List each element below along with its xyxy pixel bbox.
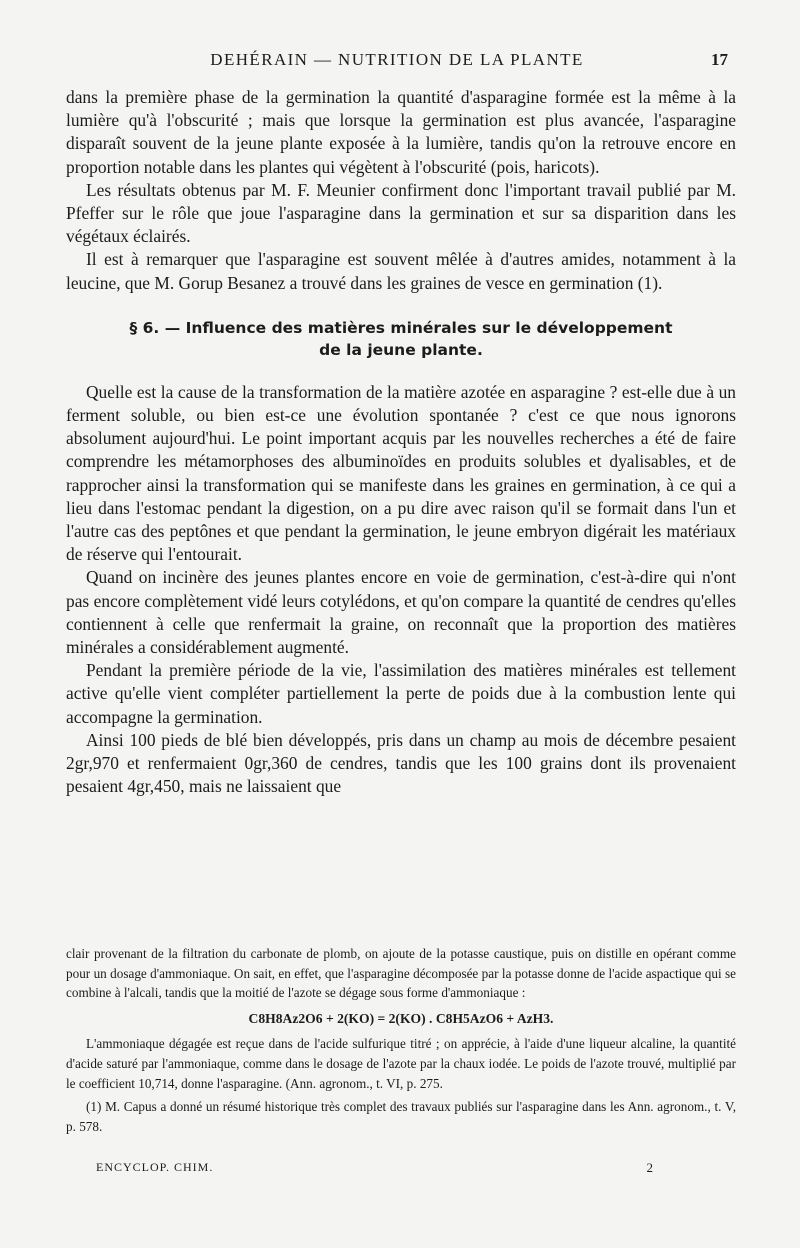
- footer-label: ENCYCLOP. CHIM.: [96, 1160, 214, 1174]
- paragraph: Les résultats obtenus par M. F. Meunier confirment donc l'important travail publié par M. Pfeffer sur le rôle que joue l'asparagine dans la germination et sur sa disparition dans les végétaux éclairés.: [66, 179, 736, 247]
- section-heading-line: de la jeune plante.: [319, 340, 483, 359]
- footnote: (1) M. Capus a donné un résumé historique très complet des travaux publiés sur l'asparagine dans les Ann. agronom., t. V, p. 578.: [66, 1099, 736, 1134]
- page-number: 17: [711, 50, 728, 69]
- page-footer: [96, 1160, 654, 1175]
- paragraph: dans la première phase de la germination la quantité d'asparagine formée est la même à la lumière qu'à l'obscurité ; mais que lorsque la germination est plus avancée, l'asparagine disparaît souvent de la jeune plante exposée à la lumière, tandis qu'on la retrouve encore en proportion notable dans les plantes qui végètent à l'obscurité (pois, haricots).: [66, 87, 736, 177]
- section-heading-line: § 6. — Influence des matières minérales sur le développement: [129, 318, 673, 337]
- note-paragraph: L'ammoniaque dégagée est reçue dans de l'acide sulfurique titré ; on apprécie, à l'aide d'une liqueur alcaline, la quantité d'acide saturé par l'ammoniaque, comme dans le dosage de l'azote par la chaux iodée. Le poids de l'azote trouvé, multiplié par le coefficient 10,714, donne l'asparagine. (Ann. agronom., t. VI, p. 275.: [66, 1036, 736, 1091]
- paragraph: Pendant la première période de la vie, l'assimilation des matières minérales est tellement active qu'elle vient compléter partiellement la perte de poids due à la combustion lente qui accompagne la germination.: [66, 660, 736, 727]
- notes-block: [66, 944, 736, 1136]
- paragraph: Il est à remarquer que l'asparagine est souvent mêlée à d'autres amides, notamment à la leucine, que M. Gorup Besanez a trouvé dans les graines de vesce en germination (1).: [66, 249, 736, 293]
- running-header: [66, 50, 728, 72]
- paragraph: Quelle est la cause de la transformation de la matière azotée en asparagine ? est-elle due à un ferment soluble, ou bien est-ce une évolution spontanée ? c'est ce que nous ignorons absolument aujourd'hui. Le point important acquis par les nouvelles recherches a été de faire comprendre les métamorphoses des albuminoïdes en produits solubles et dyalisables, et de rapprocher ainsi la transformation qui se manifeste dans les graines en germination, à ce qui a lieu dans l'estomac pendant la digestion, on a pu dire avec raison qu'il se formait dans l'un et l'autre cas des peptônes et que pendant la germination, le jeune embryon digérait les matériaux de réserve qui l'entourait.: [66, 381, 736, 565]
- paragraph: Quand on incinère des jeunes plantes encore en voie de germination, c'est-à-dire qui n'ont pas encore complètement vidé leurs cotylédons, et qu'on compare la quantité de cendres qu'elles contiennent à celle que renfermait la graine, on reconnaît que la proportion des matières minérales a considérablement augmenté.: [66, 567, 736, 658]
- note-continuation: clair provenant de la filtration du carbonate de plomb, on ajoute de la potasse caustique, puis on distille en opérant comme pour un dosage d'ammoniaque. On sait, en effet, que l'asparagine décomposée par la potasse donne de l'acide aspactique qui se combine à l'alcali, tandis que la moitié de l'azote se dégage sous forme d'ammoniaque :: [66, 946, 736, 1001]
- main-text: [66, 86, 736, 798]
- chemical-formula: C8H8Az2O6 + 2(KO) = 2(KO) . C8H5AzO6 + AzH3.: [248, 1010, 554, 1026]
- paragraph: Ainsi 100 pieds de blé bien développés, pris dans un champ au mois de décembre pesaient 2gr,970 et renfermaient 0gr,360 de cendres, tandis que les 100 grains dont ils provenaient pesaient 4gr,450, mais ne laissaient que: [66, 729, 736, 797]
- signature-mark: 2: [646, 1160, 654, 1175]
- running-title: DEHÉRAIN — NUTRITION DE LA PLANTE: [210, 50, 584, 69]
- section-heading: [66, 317, 736, 361]
